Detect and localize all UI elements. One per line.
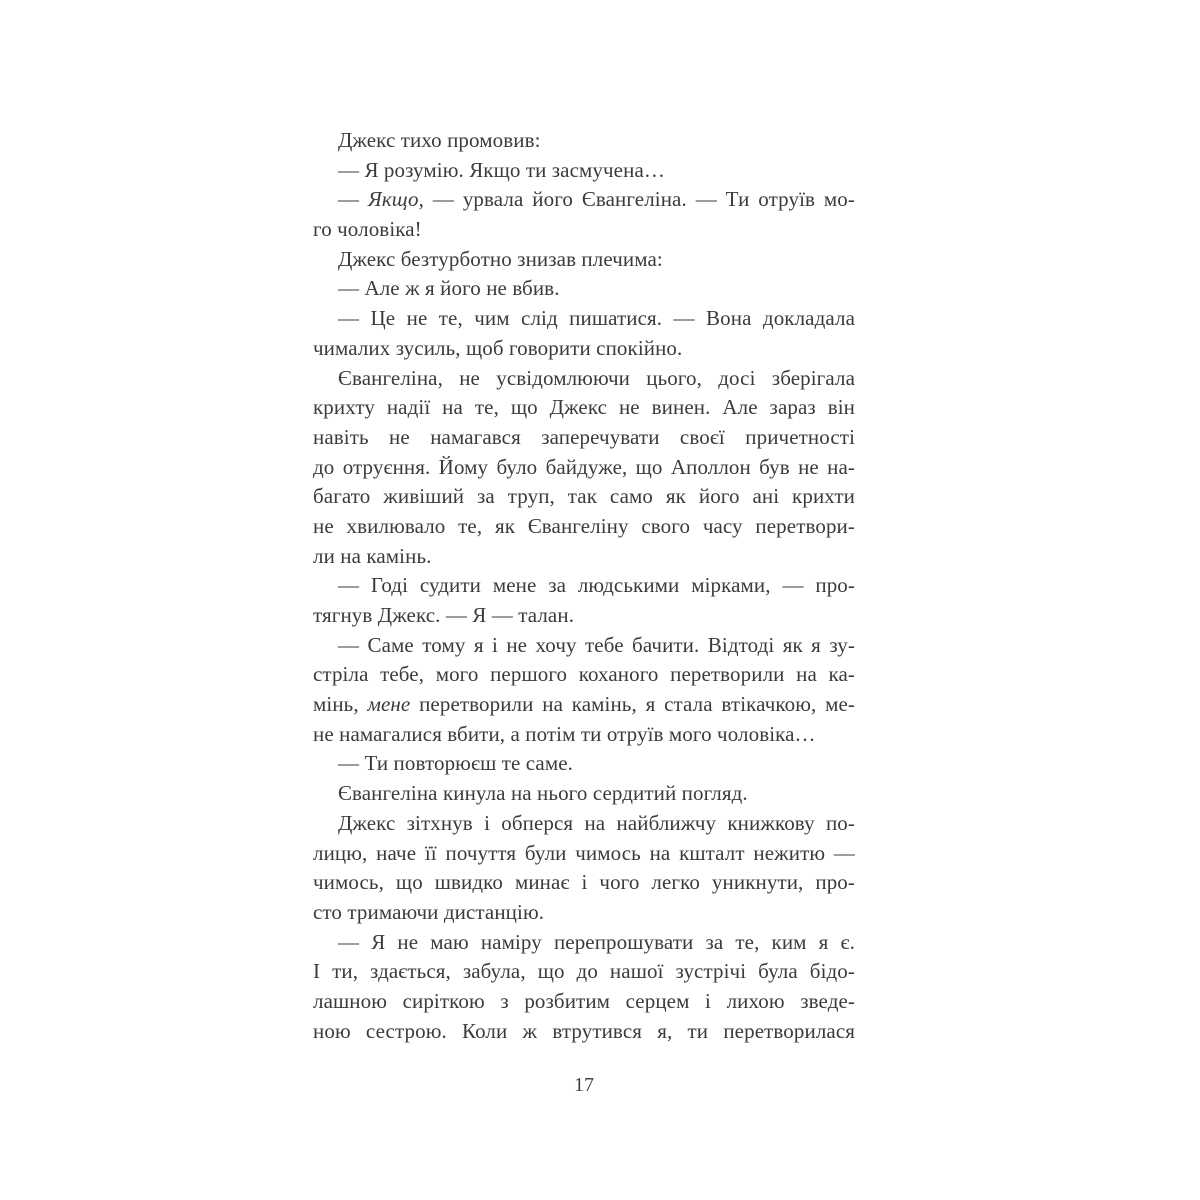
text-segment: стріла тебе, мого першого коханого перетворили на ка- [313, 662, 855, 687]
text-segment: — Годі судити мене за людськими мірками, — про- [338, 573, 855, 598]
text-segment: Джекс безтурботно знизав плечима: [338, 246, 663, 271]
page-number: 17 [574, 1074, 594, 1096]
text-line [313, 482, 855, 512]
text-segment: сто тримаючи дистанцію. [313, 899, 545, 924]
text-line [313, 987, 855, 1017]
text-segment: мінь, [313, 692, 368, 717]
text-segment: лашною сиріткою з розбитим серцем і лихою зведе- [313, 988, 855, 1013]
text-line [313, 393, 855, 423]
text-line [313, 868, 855, 898]
text-line [313, 512, 855, 542]
text-segment: — Але ж я його не вбив. [338, 276, 560, 301]
text-segment: Джекс тихо промовив: [338, 128, 541, 152]
text-segment: не намагалися вбити, а потім ти отруїв мого чоловіка… [313, 721, 816, 746]
text-segment: — Саме тому я і не хочу тебе бачити. Відтоді як я зу- [338, 632, 855, 657]
text-line [313, 631, 855, 661]
text-line [313, 928, 855, 958]
text-line [313, 660, 855, 690]
text-line [313, 156, 855, 186]
text-line [313, 601, 855, 631]
text-segment: багато живіший за труп, так само як його ані крихти [313, 484, 855, 509]
text-line [313, 720, 855, 750]
text-segment: — Ти повторюєш те саме. [338, 751, 574, 776]
text-segment: ною сестрою. Коли ж втрутився я, ти перетворилася [313, 1018, 855, 1043]
text-line [313, 364, 855, 394]
text-line [313, 779, 855, 809]
text-segment: , — урвала його Євангеліна. — Ти отруїв мо- [418, 187, 855, 212]
text-line [313, 274, 855, 304]
text-line [313, 185, 855, 215]
text-segment: тягнув Джекс. — Я — талан. [313, 603, 575, 627]
text-segment: Джекс зітхнув і обперся на найближчу книжкову по- [338, 810, 855, 835]
text-line [313, 749, 855, 779]
text-segment: чималих зусиль, щоб говорити спокійно. [313, 335, 683, 360]
italic-text: Якщо [367, 187, 419, 212]
text-segment: — [338, 187, 368, 212]
text-segment: ли на камінь. [313, 543, 432, 568]
text-line [313, 1017, 855, 1047]
text-line [313, 542, 855, 572]
text-line [313, 898, 855, 928]
text-segment: Євангеліна кинула на нього сердитий погляд. [338, 781, 748, 806]
text-segment: — Я розумію. Якщо ти засмучена… [338, 157, 665, 182]
text-segment: не хвилювало те, як Євангеліну свого часу перетвори- [313, 513, 855, 538]
text-line [313, 304, 855, 334]
text-segment: навіть не намагався заперечувати своєї причетності [313, 424, 855, 449]
text-segment: чимось, що швидко минає і чого легко уникнути, про- [313, 870, 855, 895]
text-line [313, 423, 855, 453]
text-line [313, 690, 855, 720]
text-line [313, 809, 855, 839]
text-segment: перетворили на камінь, я стала втікачкою, ме- [410, 692, 855, 717]
text-segment: — Я не маю наміру перепрошувати за те, ким я є. [338, 929, 855, 954]
text-segment: лицю, наче її почуття були чимось на кшталт нежитю — [313, 840, 855, 865]
text-line [313, 215, 855, 245]
text-line [313, 245, 855, 275]
text-segment: крихту надії на те, що Джекс не винен. Але зараз він [313, 395, 855, 420]
text-line [313, 334, 855, 364]
text-line [313, 453, 855, 483]
text-line [313, 126, 855, 156]
text-segment: Євангеліна, не усвідомлюючи цього, досі зберігала [338, 365, 855, 390]
text-segment: — Це не те, чим слід пишатися. — Вона докладала [338, 306, 855, 331]
text-line [313, 957, 855, 987]
text-line [313, 839, 855, 869]
text-block [313, 126, 855, 1046]
text-segment: І ти, здається, забула, що до нашої зустрічі була бідо- [313, 959, 855, 984]
text-segment: го чоловіка! [313, 217, 422, 242]
text-line [313, 571, 855, 601]
text-segment: до отруєння. Йому було байдуже, що Аполлон був не на- [313, 454, 855, 479]
italic-text: мене [367, 692, 411, 717]
